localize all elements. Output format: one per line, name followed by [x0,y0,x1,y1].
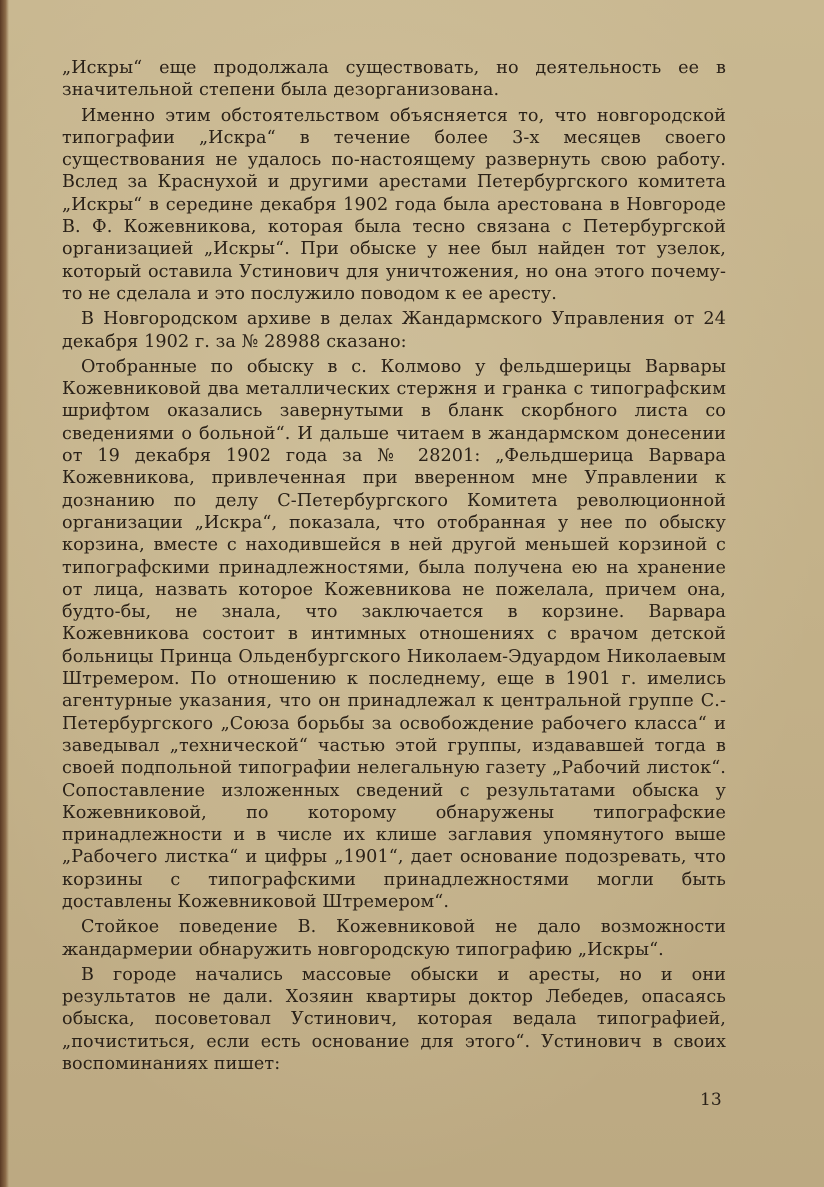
paragraph-quote: Отобранные по обыску в с. Колмово у фельдшерицы Варвары Кожевниковой два металлических стержня и гранка с типографским шрифтом оказались завернутыми в бланк скорбного листа со сведениями о больной“. И дальше читаем в жандармском донесении от 19 декабря 1902 года за № 28201: „Фельдшерица Варвара Кожевникова, привлеченная при вверенном мне Управлении к дознанию по делу С-Петербургского Комитета революционной организации „Искра“, показала, что отобранная у нее по обыску корзина, вместе с находившейся в ней другой меньшей корзиной с типографскими принадлежностями, была получена ею на хранение от лица, назвать которое Кожевникова не пожелала, причем она, будто-бы, не знала, что заключается в корзине. Варвара Кожевникова состоит в интимных отношениях с врачом детской больницы Принца Ольденбургского Николаем-Эдуардом Николаевым Штремером. По отношению к последнему, еще в 1901 г. имелись агентурные указания, что он принадлежал к центральной группе С.-Петербургского „Союза борьбы за освобождение рабочего класса“ и заведывал „технической“ частью этой группы, издававшей тогда в своей подпольной типографии нелегальную газету „Рабочий листок“. Сопоставление изложенных сведений с результатами обыска у Кожевниковой, по которому обнаружены типографские принадлежности и в числе их клише заглавия упомянутого выше „Рабочего листка“ и цифры „1901“, дает основание подозревать, что корзины с типографскими принадлежностями могли быть доставлены Кожевниковой Штремером“. [62,356,726,912]
page-text [62,57,726,1078]
page-number: 13 [700,1090,722,1110]
paragraph-searches: В городе начались массовые обыски и аресты, но и они результатов не дали. Хозяин квартиры доктор Лебедев, опасаясь обыска, посоветовал Устинович, которая ведала типографией, „почиститься, если есть основание для этого“. Устинович в своих воспоминаниях пишет: [62,964,726,1075]
paragraph-continuation: „Искры“ еще продолжала существовать, но деятельность ее в значительной степени была дезорганизована. [62,58,726,101]
paragraph-archive: В Новгородском архиве в делах Жандармского Управления от 24 декабря 1902 г. за № 28988 сказано: [62,309,726,352]
book-spine-shadow [0,0,9,1187]
paragraph-typography: Именно этим обстоятельством объясняется то, что новгородской типографии „Искра“ в течение более 3-х месяцев своего существования не удалось по-настоящему развернуть свою работу. Вслед за Краснухой и другими арестами Петербургского комитета „Искры“ в середине декабря 1902 года была арестована в Новгороде В. Ф. Кожевникова, которая была тесно связана с Петербургской организацией „Искры“. При обыске у нее был найден тот узелок, который оставила Устинович для уничтожения, но она этого почему-то не сделала и это послужило поводом к ее аресту. [62,105,726,304]
paragraph-kozhevnikova: Стойкое поведение В. Кожевниковой не дало возможности жандармерии обнаружить новгородскую типографию „Искры“. [62,917,726,960]
